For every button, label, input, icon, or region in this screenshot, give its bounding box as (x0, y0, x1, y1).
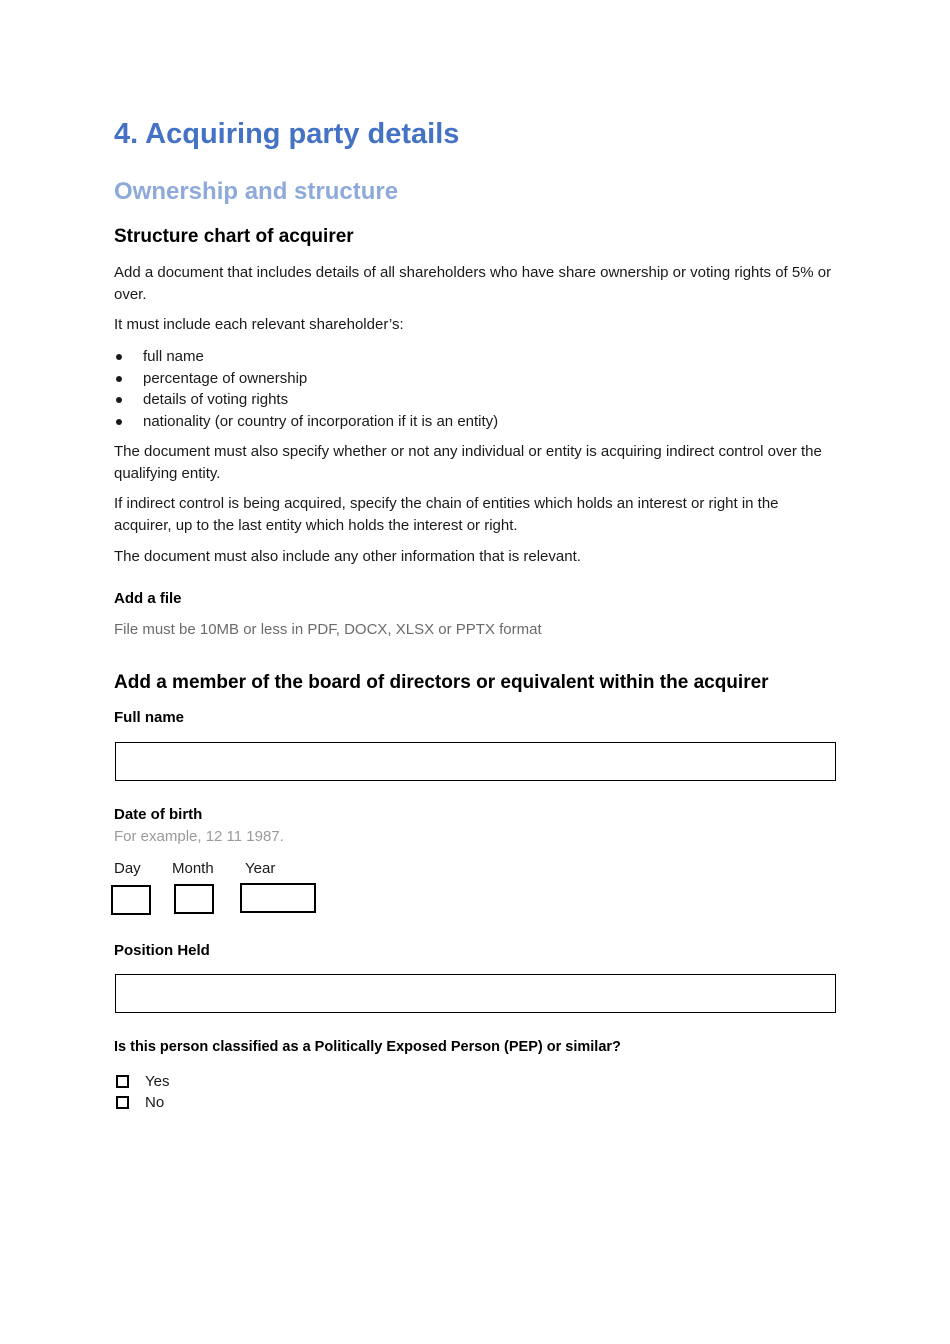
structure-chart-intro: Add a document that includes details of all shareholders who have share ownership or voting rights of 5% or over. (114, 264, 832, 303)
board-member-heading: Add a member of the board of directors or equivalent within the acquirer (114, 672, 769, 693)
dob-label: Date of birth (114, 806, 203, 823)
other-info-paragraph: The document must also include any other information that is relevant. (114, 548, 581, 565)
dob-month-input[interactable] (174, 884, 214, 914)
no-checkbox[interactable] (116, 1096, 129, 1109)
bullet-icon (116, 397, 122, 403)
position-held-label: Position Held (114, 942, 210, 959)
position-held-input[interactable] (115, 974, 836, 1013)
yes-label: Yes (145, 1072, 170, 1090)
day-label: Day (114, 860, 141, 877)
pep-option-yes[interactable] (116, 1072, 169, 1090)
full-name-label: Full name (114, 709, 185, 726)
dob-day-input[interactable] (111, 885, 151, 915)
file-format-hint: File must be 10MB or less in PDF, DOCX, XLSX or PPTX format (114, 621, 542, 638)
list-item: details of voting rights (114, 389, 498, 411)
subsection-title: Ownership and structure (114, 178, 399, 205)
list-item: full name (114, 346, 498, 368)
bullet-icon (116, 354, 122, 360)
full-name-input[interactable] (115, 742, 836, 781)
month-label: Month (172, 860, 214, 877)
bullet-icon (116, 419, 122, 425)
no-label: No (145, 1093, 165, 1111)
shareholder-list-intro: It must include each relevant shareholder’s: (114, 316, 404, 333)
indirect-control-paragraph: The document must also specify whether or not any individual or entity is acquiring indirect control over the qualifying entity. (114, 443, 822, 482)
pep-option-no[interactable] (116, 1093, 164, 1111)
yes-checkbox[interactable] (116, 1075, 129, 1088)
list-item: nationality (or country of incorporation if it is an entity) (114, 411, 498, 433)
entity-chain-paragraph: If indirect control is being acquired, specify the chain of entities which holds an interest or right in the acquirer, up to the last entity which holds the interest or right. (114, 495, 779, 534)
add-file-label[interactable]: Add a file (114, 590, 182, 607)
section-title: 4. Acquiring party details (114, 118, 460, 150)
shareholder-details-list (114, 346, 498, 432)
bullet-icon (116, 376, 122, 382)
structure-chart-heading: Structure chart of acquirer (114, 226, 354, 247)
dob-hint: For example, 12 11 1987. (114, 828, 284, 845)
pep-question: Is this person classified as a Politically Exposed Person (PEP) or similar? (114, 1039, 621, 1055)
list-item: percentage of ownership (114, 368, 498, 390)
dob-year-input[interactable] (240, 883, 316, 913)
year-label: Year (245, 860, 276, 877)
